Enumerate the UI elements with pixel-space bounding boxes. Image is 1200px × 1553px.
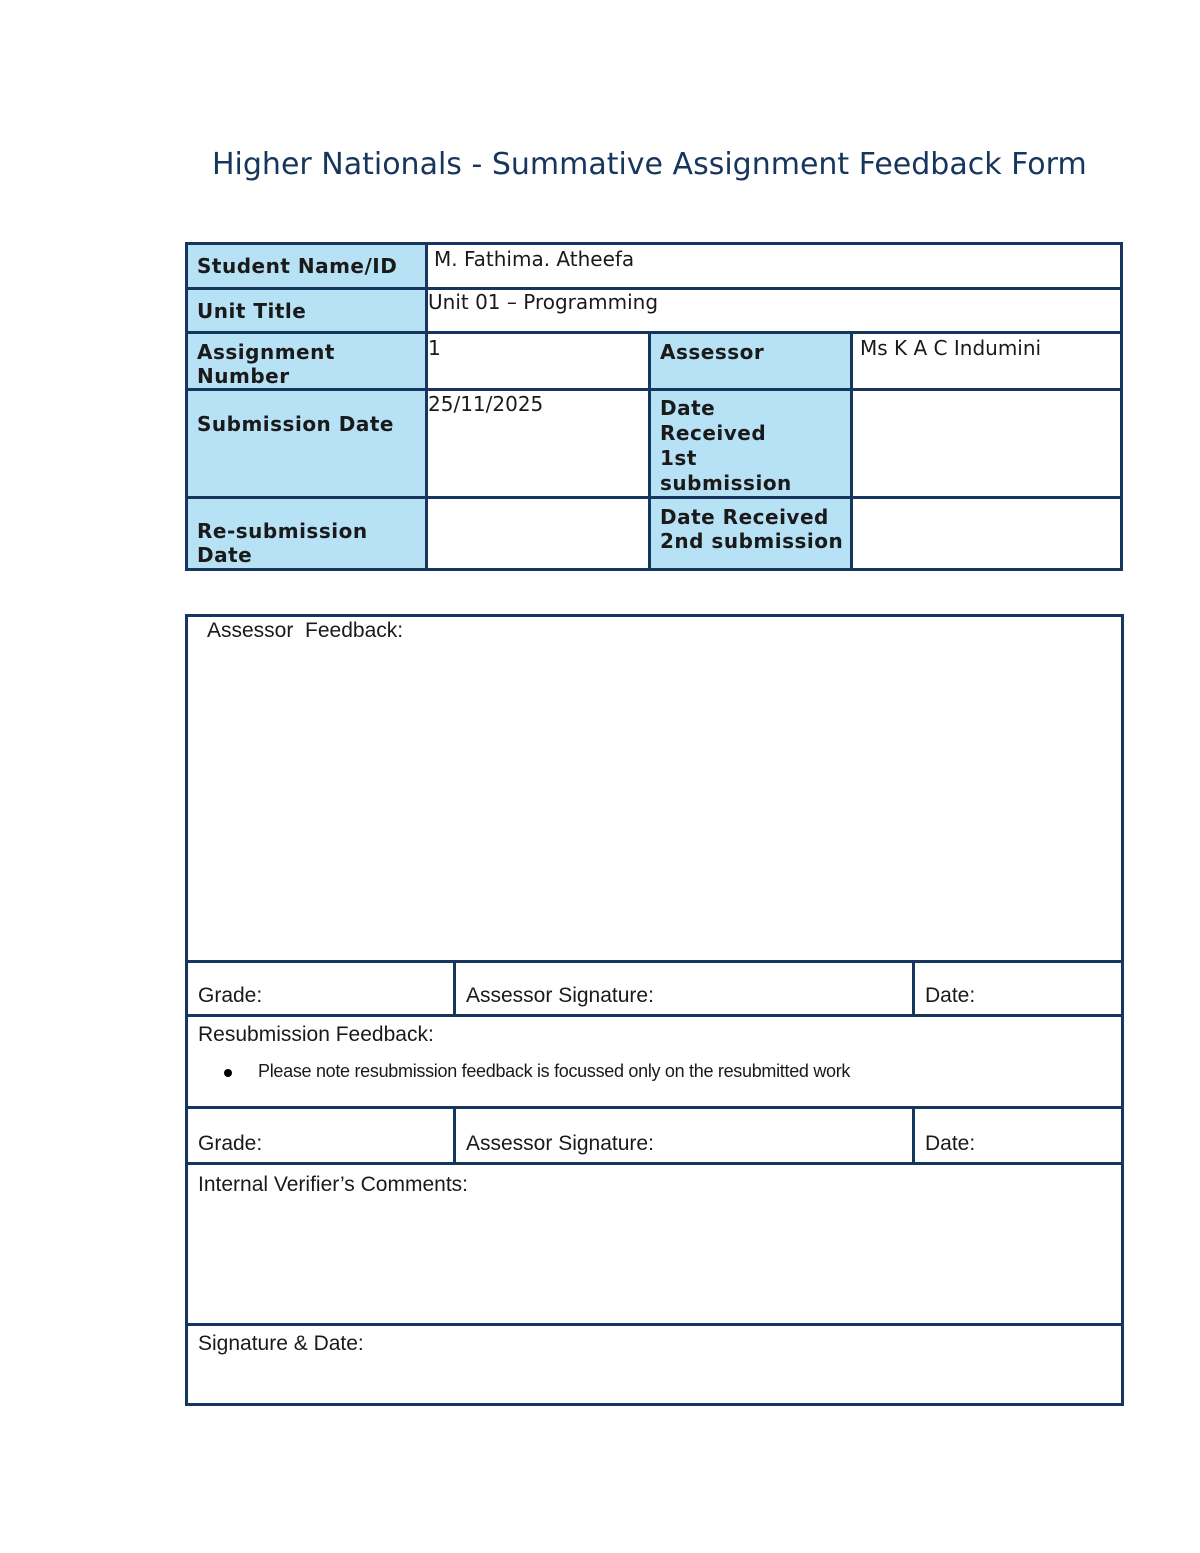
date-cell-1[interactable] [914,962,1123,1016]
assignment-number-label [187,333,427,390]
date-received-2nd-label-text: Date Received 2nd submission [660,505,844,553]
assessor-signature-label-2: Assessor Signature: [466,1132,654,1155]
page-title: Higher Nationals - Summative Assignment Feedback Form [212,147,1087,182]
resubmission-note-text: Please note resubmission feedback is focussed only on the resubmitted work [258,1061,851,1081]
grade-cell-2[interactable] [187,1108,455,1164]
student-name-value-text: M. Fathima. Atheefa [434,247,635,271]
assessor-signature-cell-2[interactable] [455,1108,914,1164]
feedback-table [185,614,1124,1406]
unit-title-value-text: Unit 01 – Programming [428,290,659,314]
resubmission-date-label [187,498,427,570]
resubmission-note-list [198,1061,1111,1082]
date-cell-2[interactable] [914,1108,1123,1164]
resubmission-note-item [258,1061,1111,1082]
date-received-1st-label-text: Date Received 1st submission [660,396,792,495]
student-name-label [187,244,427,289]
assessor-label [650,333,852,390]
assessor-feedback-label: Assessor Feedback: [207,619,404,642]
assessor-feedback-cell[interactable] [187,616,1123,962]
signature-date-label: Signature & Date: [198,1332,364,1355]
student-name-label-text: Student Name/ID [197,254,398,278]
grade-label-1: Grade: [198,984,263,1007]
assessor-value-text: Ms K A C Indumini [860,336,1042,360]
date-received-2nd-value[interactable] [852,498,1122,570]
assignment-number-value[interactable] [427,333,650,390]
date-received-2nd-label [650,498,852,570]
grade-cell-1[interactable] [187,962,455,1016]
resubmission-feedback-cell[interactable] [187,1016,1123,1108]
student-name-value[interactable] [427,244,1122,289]
unit-title-label [187,289,427,333]
assessor-label-text: Assessor [660,340,765,364]
unit-title-value[interactable] [427,289,1122,333]
resubmission-date-value[interactable] [427,498,650,570]
unit-title-label-text: Unit Title [197,298,307,323]
submission-date-value[interactable] [427,390,650,498]
grade-label-2: Grade: [198,1132,263,1155]
submission-date-value-text: 25/11/2025 [428,392,544,416]
resubmission-date-label-text: Re-submission Date [197,519,368,567]
date-received-1st-value[interactable] [852,390,1122,498]
assignment-number-label-text: Assignment Number [197,340,335,388]
submission-date-label [187,390,427,498]
submission-info-table [185,242,1123,571]
assessor-signature-cell-1[interactable] [455,962,914,1016]
assessor-signature-label-1: Assessor Signature: [466,984,654,1007]
internal-verifier-cell[interactable] [187,1164,1123,1325]
signature-date-cell[interactable] [187,1325,1123,1405]
internal-verifier-label: Internal Verifier’s Comments: [198,1173,468,1196]
submission-date-label-text: Submission Date [197,412,394,436]
date-received-1st-label [650,390,852,498]
date-label-2: Date: [925,1132,976,1155]
date-label-1: Date: [925,984,976,1007]
assignment-number-value-text: 1 [428,336,441,360]
resubmission-feedback-label: Resubmission Feedback: [198,1023,434,1046]
assessor-value[interactable] [852,333,1122,390]
bullet-icon [224,1069,232,1077]
